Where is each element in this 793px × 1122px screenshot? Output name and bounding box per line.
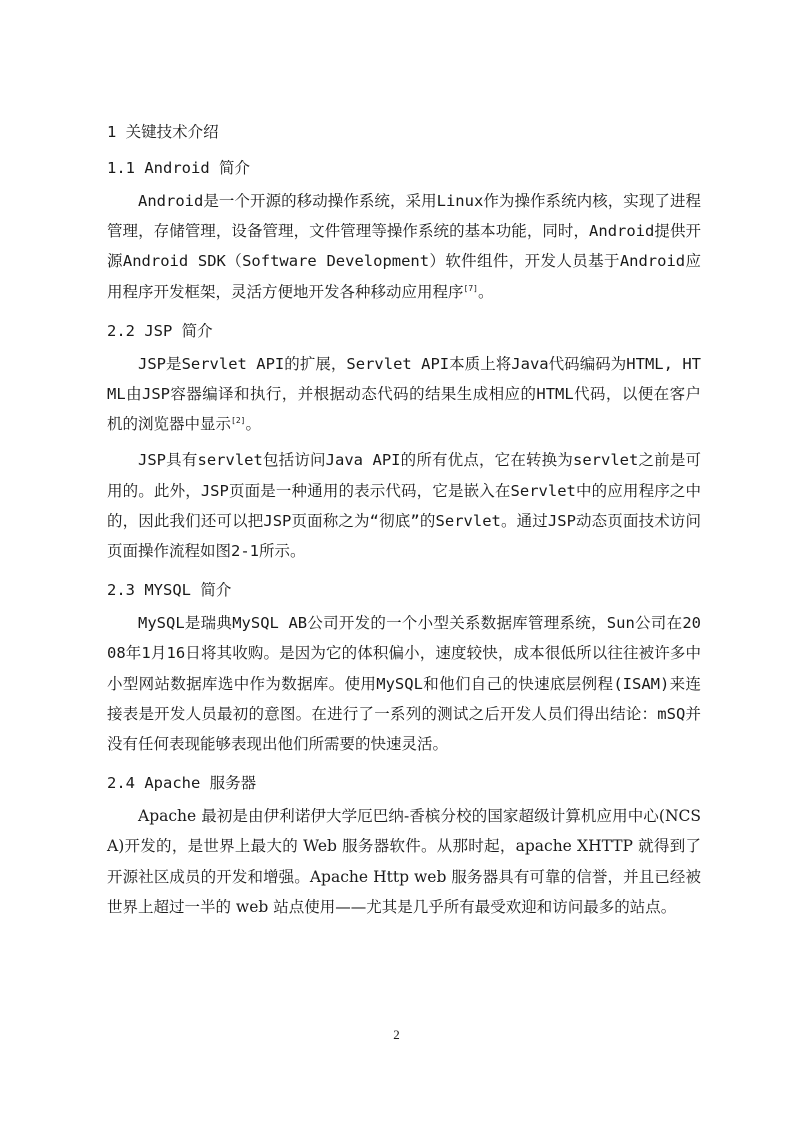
paragraph-text: JSP具有servlet包括访问Java API的所有优点，它在转换为servlet之前是可用的。此外，JSP页面是一种通用的表示代码，它是嵌入在Servlet中的应用程序之中的，因此我们还可以把JSP页面称之为“彻底”的Servlet。通过JSP动态页面技术访问页面操作流程如图2-1所示。 [107,451,701,561]
paragraph-apache [107,801,701,922]
section-heading-mysql: 2.3 MYSQL 简介 [107,581,232,600]
paragraph-mysql [107,608,701,759]
paragraph-tail: 。 [477,282,494,301]
document-body [107,114,701,928]
paragraph-text: MySQL是瑞典MySQL AB公司开发的一个小型关系数据库管理系统，Sun公司在2008年1月16日将其收购。是因为它的体积偏小，速度较快，成本很低所以往往被许多中小型网站数据库选中作为数据库。使用MySQL和他们自己的快速底层例程(ISAM)来连接表是开发人员最初的意图。在进行了一系列的测试之后开发人员们得出结论：mSQ并没有任何表现能够表现出他们所需要的快速灵活。 [107,614,701,754]
paragraph-jsp-1 [107,349,701,440]
paragraph-android [107,186,701,307]
page-number: 2 [393,1027,400,1042]
paragraph-jsp-2 [107,445,701,566]
section-heading-jsp: 2.2 JSP 简介 [107,321,213,340]
paragraph-text: Apache 最初是由伊利诺伊大学厄巴纳-香槟分校的国家超级计算机应用中心(NCSA)开发的，是世界上最大的 Web 服务器软件。从那时起，apache XHTTP 就得到了开源社区成员的开发和增强。Apache Http web 服务器具有可靠的信誉，并且已经被世界上超过一半的 web 站点使用——尤其是几乎所有最受欢迎和访问最多的站点。 [107,807,701,916]
section-heading-android: 1.1 Android 简介 [107,159,250,177]
citation-mark: [2] [231,416,246,426]
paragraph-text: JSP是Servlet API的扩展，Servlet API本质上将Java代码编码为HTML, HTML由JSP容器编译和执行，并根据动态代码的结果生成相应的HTML代码，以便在客户机的浏览器中显示 [107,354,701,434]
paragraph-tail: 。 [245,415,261,434]
section-heading-apache: 2.4 Apache 服务器 [107,774,257,793]
citation-mark: [7] [463,283,478,293]
chapter-heading: 1 关键技术介绍 [107,123,219,141]
paragraph-text: Android是一个开源的移动操作系统，采用Linux作为操作系统内核，实现了进程管理，存储管理，设备管理，文件管理等操作系统的基本功能，同时，Android提供开源Android SDK（Software Development）软件组件，开发人员基于Android应用程序开发框架，灵活方便地开发各种移动应用程序 [107,192,701,301]
